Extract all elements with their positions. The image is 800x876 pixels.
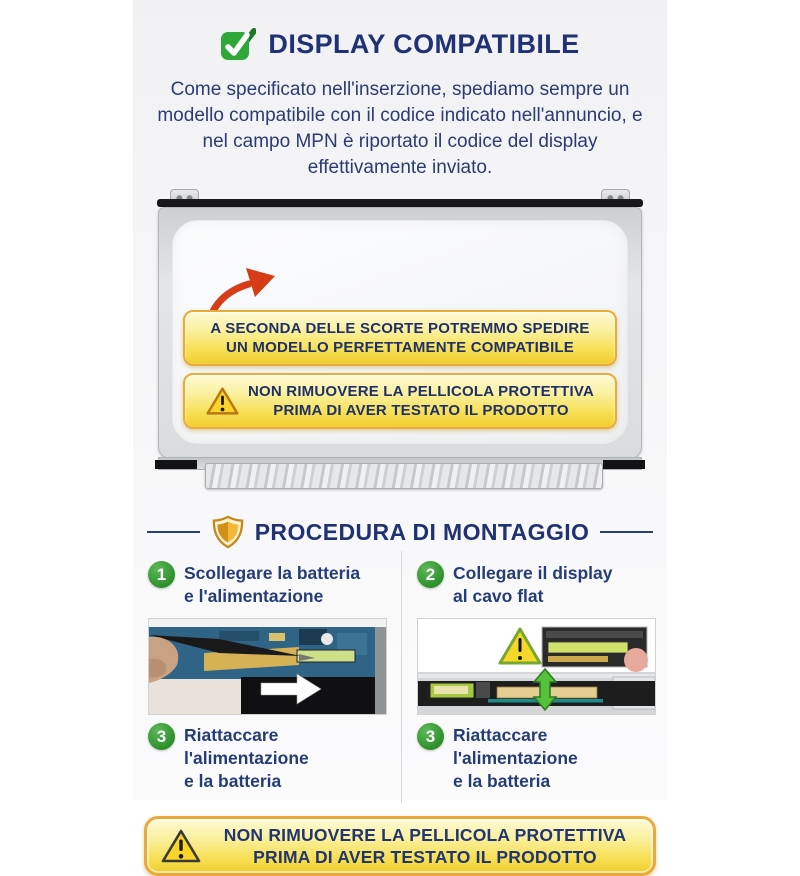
- step-3-left-badge: 3: [148, 723, 175, 750]
- step-3-right-text: Riattaccare l'alimentazione e la batteria: [453, 725, 578, 791]
- flat-cable-diagram: [417, 618, 656, 715]
- procedure-column-right: [401, 551, 670, 803]
- step-3-right: [417, 723, 656, 793]
- display-panel-image: [157, 189, 643, 489]
- panel-foil-strip: [205, 463, 603, 489]
- stock-notice-text: A SECONDA DELLE SCORTE POTREMMO SPEDIRE UN MODELLO PERFETTAMENTE COMPATIBILE: [210, 320, 590, 356]
- step-1: [148, 561, 387, 608]
- panel-bottom-edge-left: [155, 460, 197, 469]
- step-3-right-badge: 3: [417, 723, 444, 750]
- step-1-badge: 1: [148, 561, 175, 588]
- step-2: [417, 561, 656, 608]
- step-2-text: Collegare il display al cavo flat: [453, 563, 613, 606]
- footer-warning-banner: [144, 816, 656, 876]
- panel-top-bar: [157, 199, 643, 207]
- step-2-badge: 2: [417, 561, 444, 588]
- stock-notice-label: [183, 310, 617, 366]
- checkmark-icon: [220, 26, 256, 62]
- procedure-title: PROCEDURA DI MONTAGGIO: [254, 518, 590, 545]
- shield-icon: [211, 515, 245, 549]
- header: [133, 26, 667, 62]
- film-notice-label: [183, 373, 617, 429]
- step-1-text: Scollegare la batteria e l'alimentazione: [184, 563, 361, 606]
- page-title: DISPLAY COMPATIBILE: [268, 28, 580, 59]
- footer-warning-text: NON RIMUOVERE LA PELLICOLA PROTETTIVA PRIMA DI AVER TESTATO IL PRODOTTO: [223, 825, 627, 867]
- warning-triangle-icon: [206, 386, 239, 416]
- procedure-column-left: [133, 551, 401, 803]
- warning-triangle-icon: [161, 828, 201, 864]
- intro-paragraph: Come specificato nell'inserzione, spediamo sempre un modello compatibile con il codice indicato nell'annuncio, e nel campo MPN è riportato il codice del display effettivamente inviato.: [157, 79, 643, 178]
- panel-bottom-edge-right: [603, 460, 645, 469]
- divider-line: [600, 531, 653, 533]
- film-notice-text: NON RIMUOVERE LA PELLICOLA PROTETTIVA PRIMA DI AVER TESTATO IL PRODOTTO: [247, 383, 594, 419]
- step-3-left-text: Riattaccare l'alimentazione e la batteria: [184, 725, 309, 791]
- content-column: [133, 0, 667, 867]
- battery-disconnect-photo: [148, 618, 387, 715]
- procedure-header: [147, 515, 653, 549]
- procedure-title-row: [211, 515, 590, 549]
- procedure-grid: [133, 551, 667, 803]
- step-3-left: [148, 723, 387, 793]
- divider-line: [147, 531, 200, 533]
